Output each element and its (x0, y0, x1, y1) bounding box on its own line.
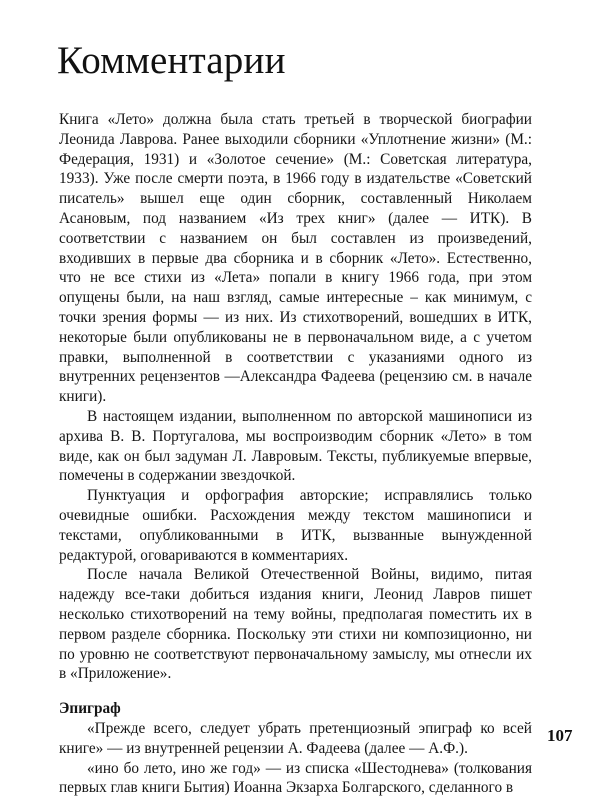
comments-body (59, 110, 532, 798)
paragraph-punctuation: Пунктуация и орфография авторские; исправлялись только очевидные ошибки. Расхождения между текстом машинописи и текстами, опубликованными в ИТК, вызванные вынужденной редактурой, оговариваются в комментариях. (59, 487, 532, 564)
paragraph-epigraph-review: «Прежде всего, следует убрать претенциозный эпиграф ко всей книге» — из внутренней рецензии А. Фадеева (далее — А.Ф.). (59, 719, 532, 757)
section-heading-epigraph: Эпиграф (59, 700, 121, 718)
paragraph-epigraph-source: «ино бо лето, ино же год» — из списка «Шестоднева» (толкования первых глав книги Бытия) Иоанна Экзарха Болгарского, сделанного в (59, 759, 532, 797)
paragraph-intro: Книга «Лето» должна была стать третьей в творческой биографии Леонида Лаврова. Ранее выходили сборники «Уплотнение жизни» (М.: Федерация, 1931) и «Золотое сечение» (М.: Советская литература, 1933). Уже после смерти поэта, в 1966 году в издательстве «Советский писатель» вышел еще один сборник, составленный Николаем Асановым, под названием «Из трех книг» (далее — ИТК). В соответствии с названием он был составлен из произведений, входивших в первые два сборника и в сборник «Лето». Естественно, что не все стихи из «Лета» попали в книгу 1966 года, при этом опущены были, на наш взгляд, самые интересные – как минимум, с точки зрения формы — из них. Из стихотворений, вошедших в ИТК, некоторые были опубликованы не в первоначальном виде, а с учетом правки, выполненной в соответствии с указаниями одного из внутренних рецензентов —Александра Фадеева (рецензию см. в начале книги). (59, 111, 532, 406)
page-number: 107 (547, 726, 573, 745)
paragraph-edition: В настоящем издании, выполненном по авторской машинописи из архива В. В. Португалова, мы воспроизводим сборник «Лето» в том виде, как он был задуман Л. Лавровым. Тексты, публикуемые впервые, помечены в содержании звездочкой. (59, 407, 532, 485)
page-title: Комментарии (57, 39, 286, 82)
paragraph-war-poems: После начала Великой Отечественной Войны, видимо, питая надежду все-таки добиться издания книги, Леонид Лавров пишет несколько стихотворений на тему войны, предполагая поместить их в первом разделе сборника. Поскольку эти стихи ни композиционно, ни по уровню не соответствуют первоначальному замыслу, мы отнесли их в «Приложение». (59, 566, 532, 683)
